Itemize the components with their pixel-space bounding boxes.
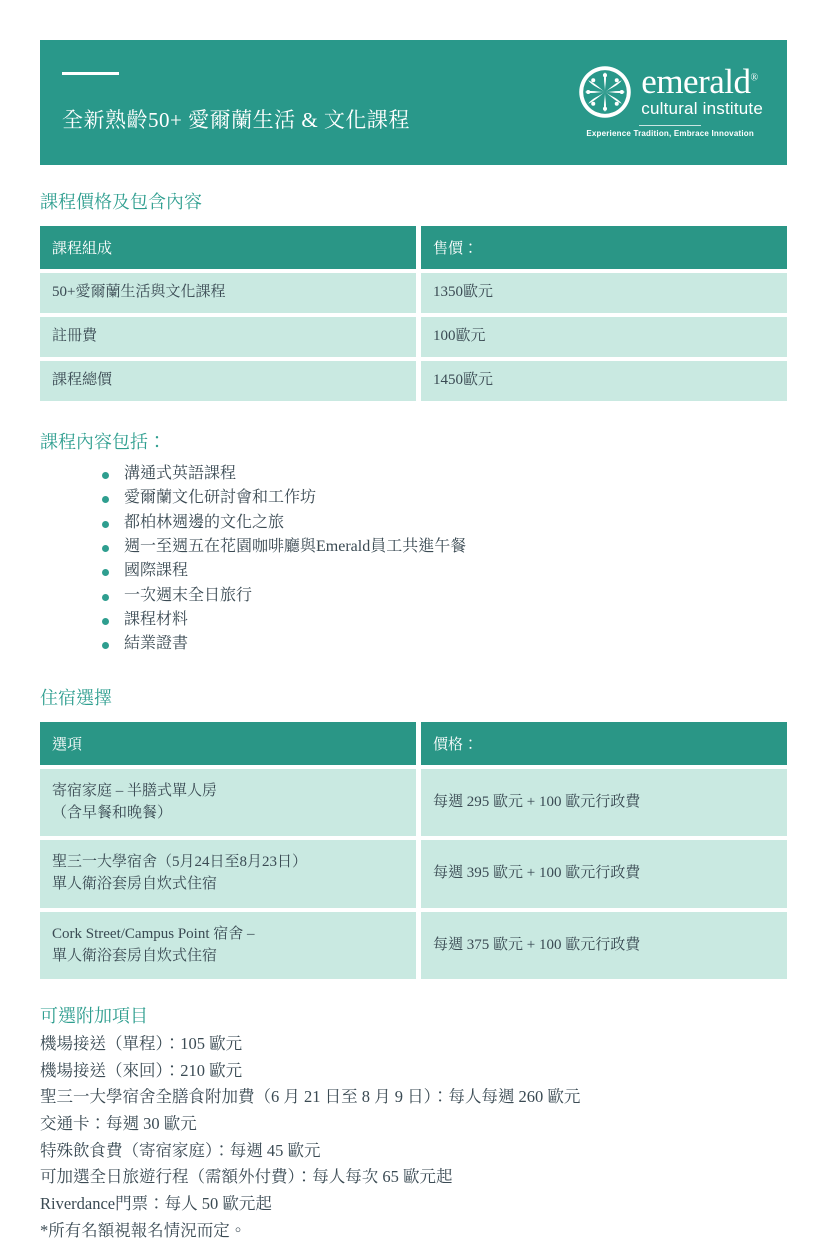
addon-item: 機場接送（單程）：105 歐元 — [40, 1033, 243, 1053]
table-row — [40, 769, 787, 837]
emerald-logo — [577, 61, 769, 138]
list-item: 週一至週五在花園咖啡廳與Emerald員工共進午餐 — [102, 535, 787, 559]
pricing-cell-price: 100歐元 — [421, 317, 787, 357]
header-divider-rule — [62, 72, 119, 75]
pricing-cell-item: 課程總價 — [40, 361, 416, 401]
pricing-cell-item: 註冊費 — [40, 317, 416, 357]
addon-item: 機場接送（來回）：210 歐元 — [40, 1060, 243, 1080]
includes-list — [40, 462, 787, 657]
table-row — [40, 273, 787, 313]
logo-wordmark-group — [641, 61, 763, 119]
pricing-heading: 課程價格及包含內容 — [40, 192, 202, 212]
addon-item: 特殊飲食費（寄宿家庭）：每週 45 歐元 — [40, 1140, 321, 1160]
accommodation-option-line2: 單人衛浴套房自炊式住宿 — [52, 876, 218, 893]
accommodation-option-line2: 單人衛浴套房自炊式住宿 — [52, 947, 218, 964]
addons-footnote: *所有名額視報名情況而定。 — [40, 1220, 247, 1240]
header-left — [58, 72, 577, 133]
addons-list — [40, 1031, 787, 1245]
logo-top-row — [577, 61, 763, 120]
accommodation-cell-option — [40, 840, 416, 908]
accommodation-cell-price: 每週 375 歐元 + 100 歐元行政費 — [421, 912, 787, 980]
addon-item: 交通卡：每週 30 歐元 — [40, 1113, 197, 1133]
table-header-row — [40, 722, 787, 765]
page-title: 全新熟齡50+ 愛爾蘭生活 & 文化課程 — [62, 107, 410, 132]
accommodation-cell-option — [40, 769, 416, 837]
emerald-flower-mark-icon — [577, 64, 633, 120]
table-row — [40, 840, 787, 908]
pricing-col-header-item: 課程組成 — [40, 226, 416, 269]
list-item: 一次週末全日旅行 — [102, 584, 787, 608]
list-item: 結業證書 — [102, 632, 787, 656]
accommodation-col-header-price: 價格： — [421, 722, 787, 765]
list-item: 愛爾蘭文化研討會和工作坊 — [102, 486, 787, 510]
includes-heading: 課程內容包括： — [40, 431, 166, 452]
accommodation-cell-option — [40, 912, 416, 980]
logo-wordmark-text: emerald — [641, 61, 751, 101]
addon-item: Riverdance門票：每人 50 歐元起 — [40, 1194, 272, 1214]
accommodation-option-line2: （含早餐和晚餐） — [52, 804, 173, 821]
addon-item: 可加選全日旅遊行程（需額外付費）：每人每次 65 歐元起 — [40, 1167, 453, 1187]
accommodation-cell-price: 每週 395 歐元 + 100 歐元行政費 — [421, 840, 787, 908]
table-row — [40, 912, 787, 980]
pricing-cell-price: 1450歐元 — [421, 361, 787, 401]
accommodation-option-line1: 寄宿家庭 – 半膳式單人房 — [52, 782, 218, 799]
pricing-table — [40, 226, 787, 400]
list-item: 國際課程 — [102, 559, 787, 583]
table-header-row — [40, 226, 787, 269]
table-row — [40, 317, 787, 357]
logo-bottom-row — [577, 120, 763, 138]
accommodation-option-line1: Cork Street/Campus Point 宿舍 – — [52, 925, 255, 942]
addons-heading: 可選附加項目 — [40, 1006, 148, 1027]
pricing-cell-item: 50+愛爾蘭生活與文化課程 — [40, 273, 416, 313]
accommodation-option-line1: 聖三一大學宿舍（5月24日至8月23日） — [52, 854, 308, 871]
pricing-col-header-price: 售價： — [421, 226, 787, 269]
addon-item: 聖三一大學宿舍全膳食附加費（6 月 21 日至 8 月 9 日）：每人每週 260 歐元 — [40, 1087, 581, 1107]
list-item: 課程材料 — [102, 608, 787, 632]
table-row — [40, 361, 787, 401]
list-item: 溝通式英語課程 — [102, 462, 787, 486]
logo-subtitle: cultural institute — [641, 98, 763, 118]
logo-divider — [639, 125, 701, 126]
accommodation-heading: 住宿選擇 — [40, 687, 112, 708]
accommodation-table — [40, 722, 787, 980]
accommodation-cell-price: 每週 295 歐元 + 100 歐元行政費 — [421, 769, 787, 837]
pricing-cell-price: 1350歐元 — [421, 273, 787, 313]
logo-tagline: Experience Tradition, Embrace Innovation — [586, 128, 754, 138]
logo-wordmark — [641, 61, 763, 101]
header-banner — [40, 40, 787, 165]
list-item: 都柏林週邊的文化之旅 — [102, 511, 787, 535]
accommodation-col-header-option: 選項 — [40, 722, 416, 765]
registered-trademark-icon: ® — [750, 71, 759, 83]
